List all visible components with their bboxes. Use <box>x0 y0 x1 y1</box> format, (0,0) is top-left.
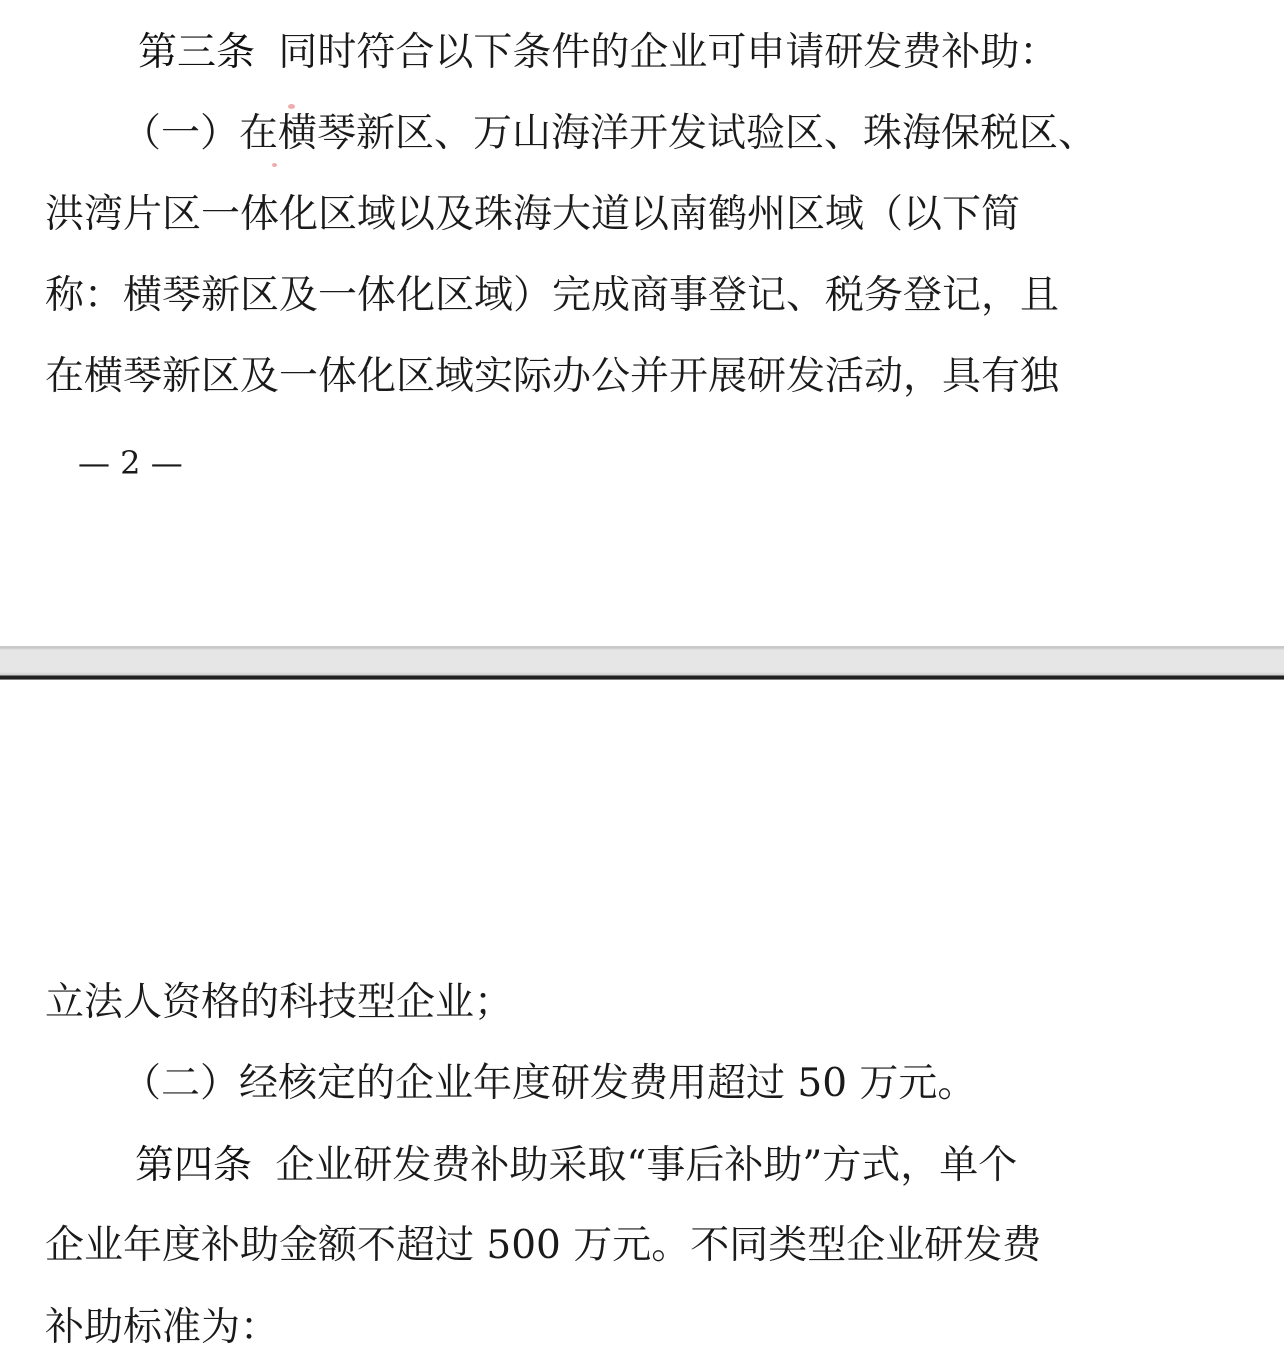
article-3-heading-line <box>138 30 1059 75</box>
clause-1-line-4: 在横琴新区及一体化区域实际办公并开展研发活动，具有独 <box>45 354 1060 399</box>
red-ink-speck <box>272 163 277 167</box>
clause-1-line-3: 称：横琴新区及一体化区域）完成商事登记、税务登记，且 <box>45 273 1060 318</box>
article-4-line-2: 企业年度补助金额不超过 500 万元。不同类型企业研发费 <box>45 1223 1042 1268</box>
page-number: — 2 — <box>78 444 183 482</box>
article-4-label: 第四条 <box>135 1143 253 1188</box>
clause-1-line-1: （一）在横琴新区、万山海洋开发试验区、珠海保税区、 <box>122 111 1098 156</box>
clause-2-line: （二）经核定的企业年度研发费用超过 50 万元。 <box>122 1061 977 1106</box>
article-4-text: 企业研发费补助采取“事后补助”方式，单个 <box>275 1143 1018 1188</box>
article-3-label: 第三条 <box>138 30 256 75</box>
article-4-line-3: 补助标准为： <box>45 1305 280 1350</box>
clause-1-line-5: 立法人资格的科技型企业； <box>45 980 514 1025</box>
clause-1-line-2: 洪湾片区一体化区域以及珠海大道以南鹤州区域（以下简 <box>45 192 1021 237</box>
document-page-upper <box>0 0 1284 646</box>
article-3-text: 同时符合以下条件的企业可申请研发费补助： <box>278 30 1059 75</box>
red-ink-speck <box>288 104 295 109</box>
document-page-lower <box>0 680 1284 1371</box>
article-4-heading-line <box>135 1143 1018 1188</box>
page-separator <box>0 646 1284 680</box>
